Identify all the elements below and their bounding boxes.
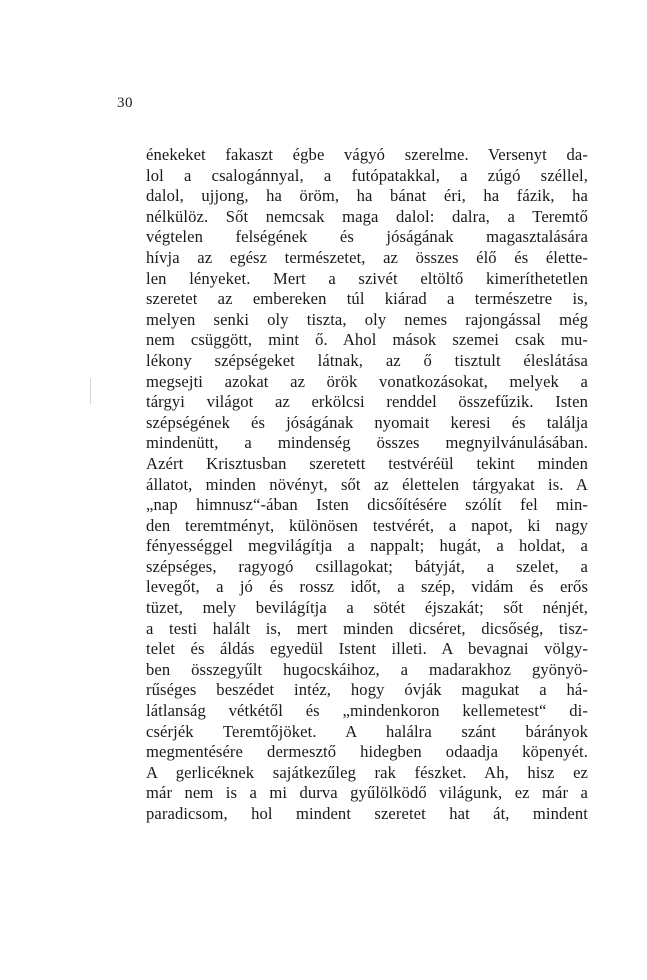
text-line: len lényeket. Mert a szivét eltöltő kimeríthetetlen — [146, 268, 588, 288]
text-line: mindenütt, a mindenség összes megnyilvánulásában. — [146, 433, 588, 453]
margin-mark — [90, 378, 91, 404]
text-line: tüzet, mely bevilágítja a sötét éjszakát; sőt nénjét, — [146, 598, 588, 618]
text-line: A gerlicéknek sajátkezűleg rak fészket. Ah, hisz ez — [146, 762, 588, 782]
text-line: megsejti azokat az örök vonatkozásokat, melyek a — [146, 371, 588, 391]
text-line: ben összegyűlt hugocskáihoz, a madarakhoz gyönyö- — [146, 659, 588, 679]
text-line: már nem is a mi durva gyűlölködő világunk, ez már a — [146, 783, 588, 803]
text-line: énekeket fakaszt égbe vágyó szerelme. Versenyt da- — [146, 145, 588, 164]
text-line: melyen senki oly tiszta, oly nemes rajongással még — [146, 309, 588, 329]
body-text — [146, 145, 588, 825]
text-line: megmentésére dermesztő hidegben odaadja köpenyét. — [146, 742, 588, 762]
text-line: paradicsom, hol mindent szeretet hat át, mindent — [146, 804, 588, 823]
text-line: csérjék Teremtőjöket. A halálra szánt bárányok — [146, 721, 588, 741]
text-line: nem csüggött, mint ő. Ahol mások szemei csak mu- — [146, 330, 588, 350]
text-line: szépséges, ragyogó csillagokat; bátyját, a szelet, a — [146, 556, 588, 576]
text-line: szeretet az embereken túl kiárad a természetre is, — [146, 289, 588, 309]
text-line: végtelen felségének és jóságának magasztalására — [146, 227, 588, 247]
text-line: fényességgel megvilágítja a nappalt; hugát, a holdat, a — [146, 536, 588, 556]
text-line: tárgyi világot az erkölcsi renddel összefűzik. Isten — [146, 392, 588, 412]
text-line: állatot, minden növényt, sőt az élettelen tárgyakat is. A — [146, 474, 588, 494]
text-line: rűséges beszédet intéz, hogy óvják magukat a há- — [146, 680, 588, 700]
text-line: nélkülöz. Sőt nemcsak maga dalol: dalra, a Teremtő — [146, 206, 588, 226]
text-line: lol a csalogánnyal, a futópatakkal, a zúgó széllel, — [146, 165, 588, 185]
text-line: dalol, ujjong, ha öröm, ha bánat éri, ha fázik, ha — [146, 186, 588, 206]
text-line: szépségének és jóságának nyomait keresi és találja — [146, 412, 588, 432]
text-line: látlanság vétkétől és „mindenkoron kellemetest“ di- — [146, 701, 588, 721]
text-line: a testi halált is, mert minden dicséret, dicsőség, tisz- — [146, 618, 588, 638]
text-line: Azért Krisztusban szeretett testvéréül tekint minden — [146, 453, 588, 473]
text-line: „nap himnusz“-ában Isten dicsőítésére szólít fel min- — [146, 495, 588, 515]
text-line: levegőt, a jó és rossz időt, a szép, vidám és erős — [146, 577, 588, 597]
text-line: lékony szépségeket látnak, az ő tisztult éleslátása — [146, 350, 588, 370]
text-line: telet és áldás egyedül Istent illeti. A bevagnai völgy- — [146, 639, 588, 659]
text-line: den teremtményt, különösen testvérét, a napot, ki nagy — [146, 515, 588, 535]
page-number: 30 — [117, 95, 133, 111]
text-line: hívja az egész természetet, az összes élő és élette- — [146, 247, 588, 267]
